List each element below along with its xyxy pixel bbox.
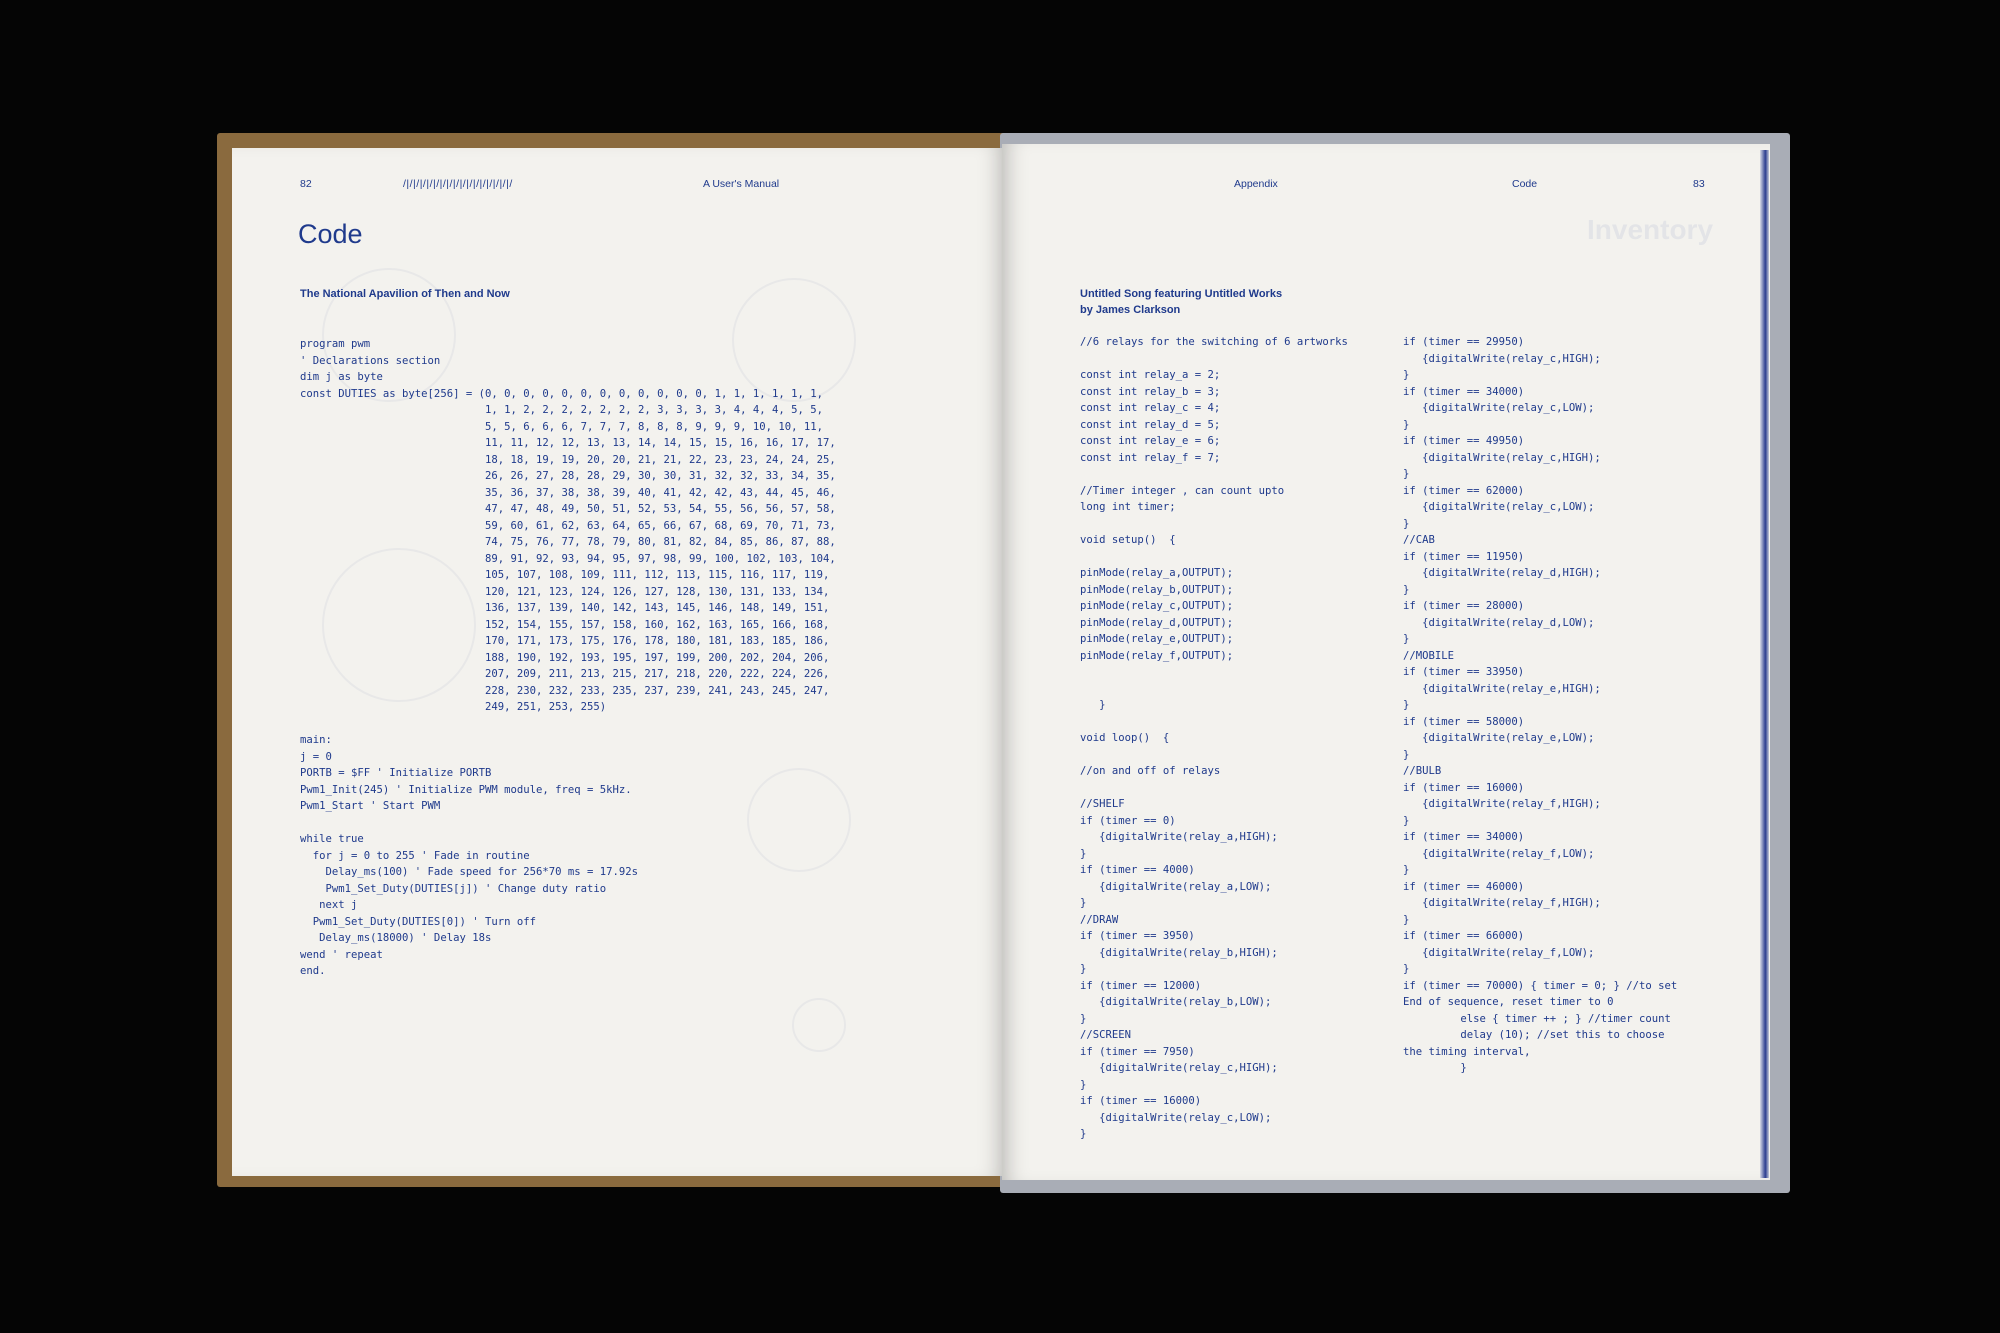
arduino-code-column-1: //6 relays for the switching of 6 artworks const int relay_a = 2; const int relay_b = 3; const int relay_c = 4; const int relay_d = 5; const int relay_e = 6; const int relay_f = 7; //Timer integer , can count upto long int timer; void setup() { pinMode(relay_a,OUTPUT); pinMode(relay_b,OUTPUT); pinMode(relay_c,OUTPUT); pinMode(relay_d,OUTPUT); pinMode(relay_e,OUTPUT); pinMode(relay_f,OUTPUT); } void loop() { //on and off of relays //SHELF if (timer == 0) {digitalWrite(relay_a,HIGH); } if (timer == 4000) {digitalWrite(relay_a,LOW); } //DRAW if (timer == 3950) {digitalWrite(relay_b,HIGH); } if (timer == 12000) {digitalWrite(relay_b,LOW); } //SCREEN if (timer == 7950) {digitalWrite(relay_c,HIGH); } if (timer == 16000) {digitalWrite(relay_c,LOW); } (1080, 336, 1348, 1140)
page-edge (1760, 150, 1769, 1178)
left-page-number: 82 (300, 178, 312, 190)
right-running-title: Code (1512, 178, 1538, 190)
page-heading: Code (298, 219, 363, 249)
pwm-code-block: program pwm ' Declarations section dim j as byte const DUTIES as byte[256] = (0, 0, 0, 0, 0, 0, 0, 0, 0, 0, 0, 0, 1, 1, 1, 1, 1, 1, 1, 1, 2, 2, 2, 2, 2, 2, 2, 3, 3, 3, 3, 4, 4, 4, 5, 5, 5, 5, 6, 6, 6, 7, 7, 7, 8, 8, 8, 9, 9, 9, 10, 10, 11, 11, 11, 12, 12, 13, 13, 14, 14, 15, 15, 16, 16, 17, 17, 18, 18, 19, 19, 20, 20, 21, 21, 22, 23, 23, 24, 24, 25, 26, 26, 27, 28, 28, 29, 30, 30, 31, 32, 32, 33, 34, 35, 35, 36, 37, 38, 38, 39, 40, 41, 42, 42, 43, 44, 45, 46, 47, 47, 48, 49, 50, 51, 52, 53, 54, 55, 56, 56, 57, 58, 59, 60, 61, 62, 63, 64, 65, 66, 67, 68, 69, 70, 71, 73, 74, 75, 76, 77, 78, 79, 80, 81, 82, 84, 85, 86, 87, 88, 89, 91, 92, 93, 94, 95, 97, 98, 99, 100, 102, 103, 104, 105, 107, 108, 109, 111, 112, 113, 115, 116, 117, 119, 120, 121, 123, 124, 126, 127, 128, 130, 131, 133, 134, 136, 137, 139, 140, 142, 143, 145, 146, 148, 149, 151, 152, 154, 155, 157, 158, 160, 162, 163, 165, 166, 168, 170, 171, 173, 175, 176, 178, 180, 181, 183, 185, 186, 188, 190, 192, 193, 195, 197, 199, 200, 202, 204, 206, 207, 209, 211, 213, 215, 217, 218, 220, 222, 224, 226, 228, 230, 232, 233, 235, 237, 239, 241, 243, 245, 247, 249, 251, 253, 255) main: j = 0 PORTB = $FF ' Initialize PORTB Pwm1_Init(245) ' Initialize PWM module, freq = 5kHz. Pwm1_Start ' Start PWM while true for j = 0 to 255 ' Fade in routine Delay_ms(100) ' Fade speed for 256*70 ms = 17.92s Pwm1_Set_Duty(DUTIES[j]) ' Change duty ratio next j Pwm1_Set_Duty(DUTIES[0]) ' Turn off Delay_ms(18000) ' Delay 18s wend ' repeat end. (300, 338, 836, 977)
song-author: by James Clarkson (1080, 304, 1181, 316)
song-title: Untitled Song featuring Untitled Works (1080, 288, 1283, 300)
right-page-number: 83 (1693, 178, 1705, 190)
right-section-label: Appendix (1234, 178, 1278, 190)
show-through-text: Inventory (1587, 214, 1714, 245)
ornament-text: /|/|/|/|/|/|/|/|/|/|/|/|/|/|/|/|/ (403, 178, 513, 190)
left-running-title: A User's Manual (703, 178, 780, 190)
code-subheading: The National Apavilion of Then and Now (300, 288, 510, 300)
song-title-block (1080, 286, 1282, 318)
arduino-code-column-2: if (timer == 29950) {digitalWrite(relay_c,HIGH); } if (timer == 34000) {digitalWrite(relay_c,LOW); } if (timer == 49950) {digitalWrite(relay_c,HIGH); } if (timer == 62000) {digitalWrite(relay_c,LOW); } //CAB if (timer == 11950) {digitalWrite(relay_d,HIGH); } if (timer == 28000) {digitalWrite(relay_d,LOW); } //MOBILE if (timer == 33950) {digitalWrite(relay_e,HIGH); } if (timer == 58000) {digitalWrite(relay_e,LOW); } //BULB if (timer == 16000) {digitalWrite(relay_f,HIGH); } if (timer == 34000) {digitalWrite(relay_f,LOW); } if (timer == 46000) {digitalWrite(relay_f,HIGH); } if (timer == 66000) {digitalWrite(relay_f,LOW); } if (timer == 70000) { timer = 0; } //to set End of sequence, reset timer to 0 else { timer ++ ; } //timer count delay (10); //set this to choose the timing interval, } (1403, 336, 1678, 1074)
show-through-shape (792, 998, 846, 1052)
